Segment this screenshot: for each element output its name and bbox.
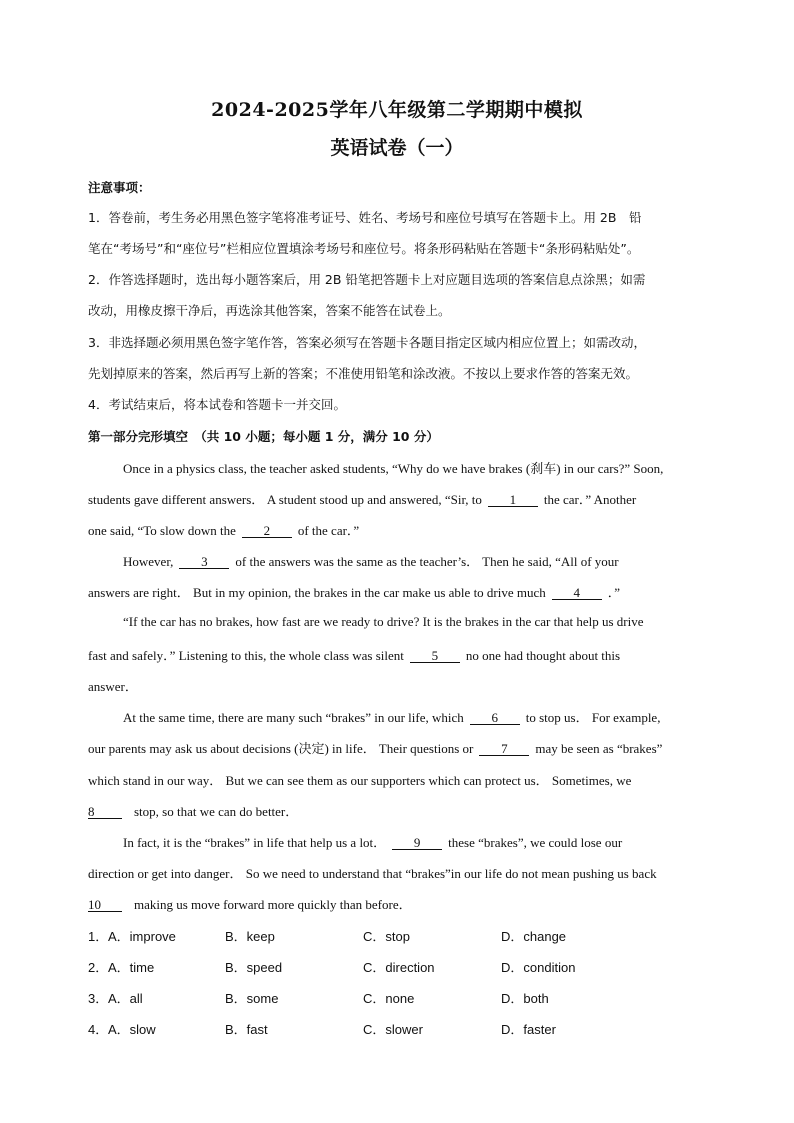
passage-line: fast and safely．” Listening to this, the whole class was silent 5 no one had thought about this [88,648,621,663]
passage-line: Once in a physics class, the teacher asked students, “Why do we have brakes (刹车) in our cars?” Soon, [123,461,664,476]
option-c: C．direction [363,960,435,975]
question-number: 1． [88,929,109,944]
blank-3: 3 [179,556,229,569]
passage-line: which stand in our way． But we can see them as our supporters which can protect us． Sometimes, we [88,773,632,788]
blank-8: 8 [88,806,122,819]
notes-line-3: 2．作答选择题时，选出每小题答案后，用 2B 铅笔把答题卡上对应题目选项的答案信息点涂黑；如需 [88,272,646,287]
passage-line: 8 stop, so that we can do better． [88,804,299,819]
passage-line: direction or get into danger． So we need to understand that “brakes”in our life do not mean pushing us back [88,866,657,881]
passage-line: At the same time, there are many such “brakes” in our life, which 6 to stop us． For example, [123,710,661,725]
blank-5: 5 [410,650,460,663]
option-a: A．slow [108,1022,156,1037]
passage-line: one said, “To slow down the 2 of the car．” [88,523,360,538]
exam-subtitle: 英语试卷（一） [330,137,464,159]
passage-line: In fact, it is the “brakes” in life that help us a lot． 9 these “brakes”, we could lose our [123,835,623,850]
option-c: C．none [363,991,415,1006]
option-d: D．faster [501,1022,556,1037]
blank-9: 9 [392,837,442,850]
blank-7: 7 [479,743,529,756]
option-d: D．condition [501,960,576,975]
blank-2: 2 [242,525,292,538]
option-b: B．some [225,991,279,1006]
option-d: D．change [501,929,567,944]
option-a: A．improve [108,929,176,944]
option-a: A．time [108,960,155,975]
passage-line: “If the car has no brakes, how fast are we ready to drive? It is the brakes in the car that help us drive [123,614,644,629]
notes-line-2: 笔在“考场号”和“座位号”栏相应位置填涂考场号和座位号。将条形码粘贴在答题卡“条形码粘贴处”。 [88,241,640,256]
notes-line-6: 先划掉原来的答案，然后再写上新的答案；不准使用铅笔和涂改液。不按以上要求作答的答案无效。 [88,366,639,381]
option-b: B．speed [225,960,283,975]
notes-line-1: 1．答卷前，考生务必用黑色签字笔将准考证号、姓名、考场号和座位号填写在答题卡上。用 2B 铅 [88,210,642,225]
notes-heading: 注意事项： [88,180,151,195]
notes-line-5: 3．非选择题必须用黑色签字笔作答，答案必须写在答题卡各题目指定区域内相应位置上；如需改动， [88,335,646,350]
blank-4: 4 [552,587,602,600]
question-number: 2． [88,960,109,975]
option-b: B．fast [225,1022,268,1037]
passage-line: answers are right． But in my opinion, the brakes in the car make us able to drive much 4 ．” [88,585,621,600]
option-d: D．both [501,991,549,1006]
passage-line: students gave different answers． A student stood up and answered, “Sir, to 1 the car．” Another [88,492,637,507]
question-number: 3． [88,991,109,1006]
blank-10: 10 [88,899,122,912]
section-heading: 第一部分完形填空 （共 10 小题；每小题 1 分，满分 10 分） [88,429,439,444]
blank-1: 1 [488,494,538,507]
question-number: 4． [88,1022,109,1037]
option-a: A．all [108,991,143,1006]
option-b: B．keep [225,929,275,944]
notes-line-7: 4．考试结束后，将本试卷和答题卡一并交回。 [88,397,346,412]
option-c: C．stop [363,929,410,944]
notes-line-4: 改动，用橡皮擦干净后，再选涂其他答案，答案不能答在试卷上。 [88,303,451,318]
passage-line: our parents may ask us about decisions (决定) in life． Their questions or 7 may be seen as “brakes” [88,741,663,756]
option-c: C．slower [363,1022,423,1037]
passage-line: answer． [88,679,138,694]
passage-line: 10 making us move forward more quickly than before． [88,897,412,912]
passage-line: However, 3 of the answers was the same as the teacher’s． Then he said, “All of your [123,554,619,569]
blank-6: 6 [470,712,520,725]
exam-title: 2024-2025学年八年级第二学期期中模拟 [211,99,583,121]
